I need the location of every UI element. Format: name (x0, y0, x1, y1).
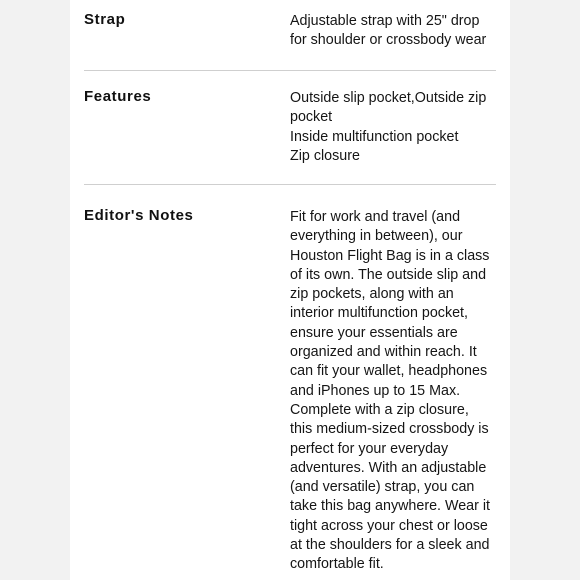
product-details-panel (70, 0, 510, 580)
spec-value-line: at the shoulders for a sleek and (290, 537, 490, 554)
spec-label: Strap (84, 11, 126, 28)
spec-value-line: (and versatile) strap, you can (290, 479, 475, 496)
spec-value-line: Houston Flight Bag is in a class (290, 247, 490, 264)
spec-value-line: zip pockets, along with an (290, 286, 454, 303)
spec-value (290, 12, 502, 51)
spec-value-line: and iPhones up to 15 Max. (290, 382, 461, 399)
spec-value-line: can fit your wallet, headphones (290, 363, 488, 380)
spec-value-line: tight across your chest or loose (290, 517, 488, 534)
spec-value-line: interior multifunction pocket, (290, 305, 468, 322)
spec-value-line: Zip closure (290, 147, 360, 164)
spec-value-line: this medium-sized crossbody is (290, 421, 489, 438)
spec-value-line: Fit for work and travel (and (290, 209, 461, 225)
spec-label: Features (84, 88, 152, 105)
section-divider (84, 184, 496, 185)
spec-value-line: for shoulder or crossbody wear (290, 32, 487, 49)
spec-value-line: Outside slip pocket,Outside zip (290, 90, 487, 106)
spec-value-line: Complete with a zip closure, (290, 401, 469, 418)
spec-value-line: comfortable fit. (290, 556, 384, 573)
spec-value-line: pocket (290, 109, 333, 126)
spec-value (290, 208, 502, 575)
section-divider (84, 70, 496, 71)
spec-value-line: perfect for your everyday (290, 440, 449, 457)
spec-value-line: ensure your essentials are (290, 324, 458, 341)
spec-value-line: everything in between), our (290, 228, 463, 245)
spec-value-line: Adjustable strap with 25" drop (290, 13, 480, 29)
spec-value-line: adventures. With an adjustable (290, 459, 487, 476)
spec-value-line: of its own. The outside slip and (290, 266, 487, 283)
spec-value-line: organized and within reach. It (290, 344, 477, 361)
spec-value (290, 89, 502, 166)
spec-label: Editor's Notes (84, 207, 194, 224)
spec-value-line: Inside multifunction pocket (290, 128, 459, 145)
spec-value-line: take this bag anywhere. Wear it (290, 498, 490, 515)
